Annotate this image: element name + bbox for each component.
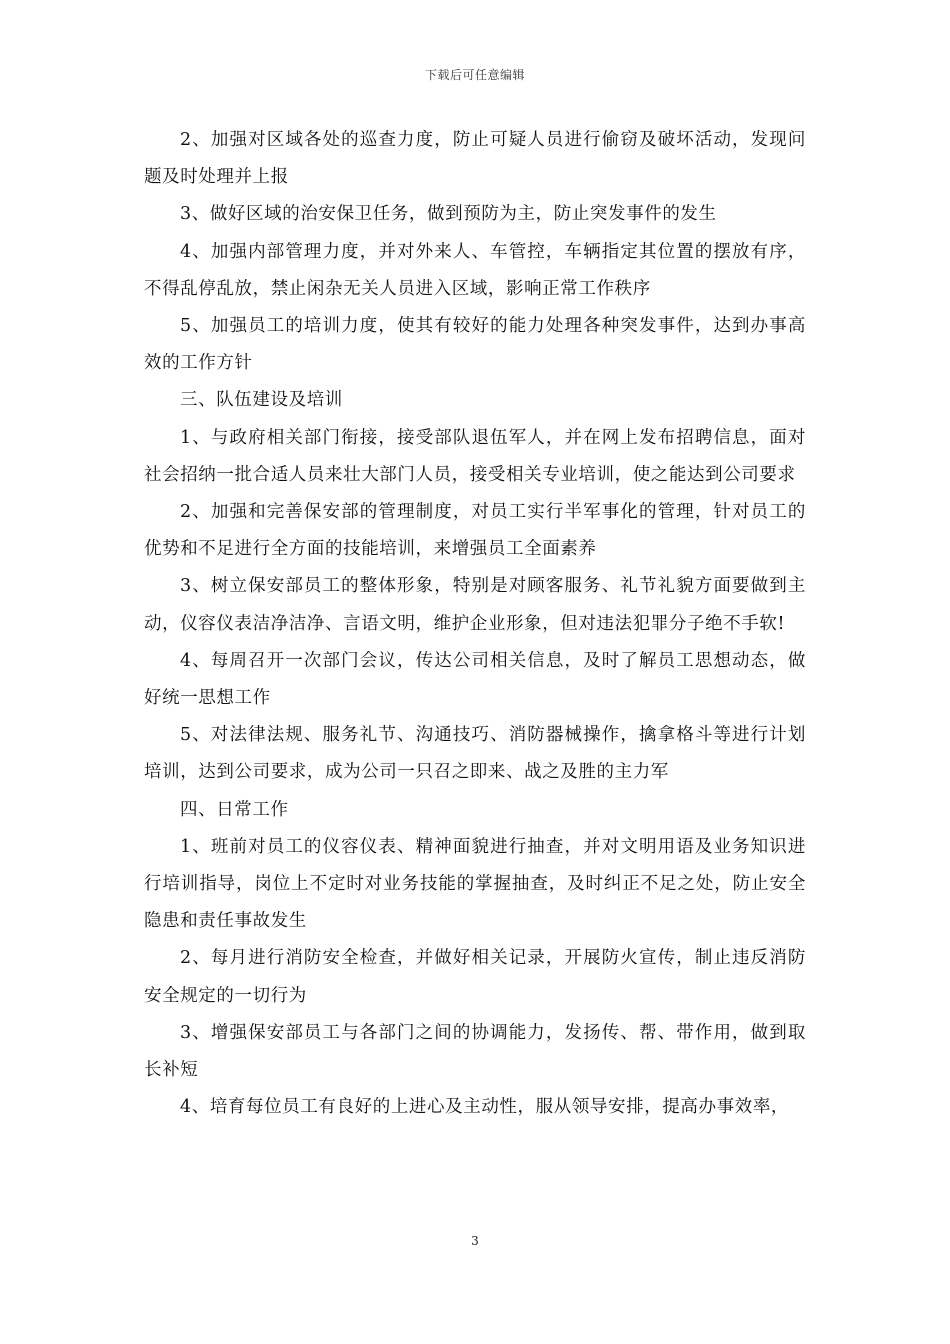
paragraph: 1、班前对员工的仪容仪表、精神面貌进行抽查，并对文明用语及业务知识进行培训指导，岗位上不定时对业务技能的掌握抽查，及时纠正不足之处，防止安全隐患和责任事故发生 bbox=[144, 836, 806, 932]
paragraph: 4、每周召开一次部门会议，传达公司相关信息，及时了解员工思想动态，做好统一思想工作 bbox=[144, 650, 806, 709]
paragraph: 4、培育每位员工有良好的上进心及主动性，服从领导安排，提高办事效率， bbox=[180, 1097, 790, 1118]
paragraph: 5、加强员工的培训力度，使其有较好的能力处理各种突发事件，达到办事高效的工作方针 bbox=[144, 316, 806, 374]
paragraph: 3、增强保安部员工与各部门之间的协调能力，发扬传、帮、带作用，做到取长补短 bbox=[144, 1022, 806, 1081]
page-header: 下载后可任意编辑 bbox=[424, 68, 525, 82]
paragraph: 4、加强内部管理力度，并对外来人、车管控，车辆指定其位置的摆放有序，不得乱停乱放，禁止闲杂无关人员进入区域，影响正常工作秩序 bbox=[144, 241, 806, 299]
paragraph: 2、加强对区域各处的巡查力度，防止可疑人员进行偷窃及破坏活动，发现问题及时处理并上报 bbox=[144, 130, 806, 188]
paragraph: 5、对法律法规、服务礼节、沟通技巧、消防器械操作，擒拿格斗等进行计划培训，达到公司要求，成为公司一只召之即来、战之及胜的主力军 bbox=[144, 725, 806, 783]
paragraph: 1、与政府相关部门衔接，接受部队退伍军人，并在网上发布招聘信息，面对社会招纳一批合适人员来壮大部门人员，接受相关专业培训，使之能达到公司要求 bbox=[144, 427, 806, 485]
paragraph: 2、每月进行消防安全检查，并做好相关记录，开展防火宣传，制止违反消防安全规定的一切行为 bbox=[144, 948, 806, 1006]
section-heading: 三、队伍建设及培训 bbox=[180, 390, 343, 411]
page-number: 3 bbox=[471, 1234, 479, 1248]
paragraph: 3、做好区域的治安保卫任务，做到预防为主，防止突发事件的发生 bbox=[180, 204, 717, 225]
section-heading: 四、日常工作 bbox=[180, 799, 289, 820]
document-body bbox=[144, 122, 806, 1126]
paragraph: 3、树立保安部员工的整体形象，特别是对顾客服务、礼节礼貌方面要做到主动，仪容仪表洁净洁净、言语文明，维护企业形象，但对违法犯罪分子绝不手软! bbox=[144, 576, 806, 634]
paragraph: 2、加强和完善保安部的管理制度，对员工实行半军事化的管理，针对员工的优势和不足进行全方面的技能培训，来增强员工全面素养 bbox=[144, 502, 806, 560]
